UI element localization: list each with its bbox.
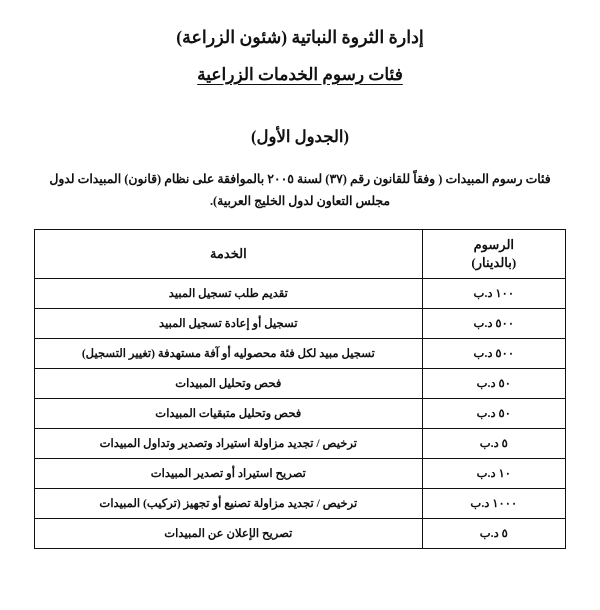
- table-header-row: [35, 229, 566, 278]
- cell-fee: ١٠٠ د.ب: [422, 278, 565, 308]
- column-header-fee: [422, 229, 565, 278]
- cell-fee: ٥٠ د.ب: [422, 398, 565, 428]
- cell-service: تصريح الإعلان عن المبيدات: [35, 518, 423, 548]
- cell-fee: ٥٠٠ د.ب: [422, 338, 565, 368]
- cell-service: تسجيل أو إعادة تسجيل المبيد: [35, 308, 423, 338]
- cell-fee: ٥ د.ب: [422, 428, 565, 458]
- table-row: [35, 428, 566, 458]
- cell-service: تصريح استيراد أو تصدير المبيدات: [35, 458, 423, 488]
- cell-service: ترخيص / تجديد مزاولة استيراد وتصدير وتداول المبيدات: [35, 428, 423, 458]
- page-title: إدارة الثروة النباتية (شئون الزراعة): [176, 27, 424, 47]
- intro-paragraph: فئات رسوم المبيدات ( وفقاً للقانون رقم (٣٧) لسنة ٢٠٠٥ بالموافقة على نظام (قانون) المبيدات لدول مجلس التعاون لدول الخليج العربية).: [49, 172, 551, 208]
- table-label: (الجدول الأول): [251, 126, 349, 146]
- cell-service: فحص وتحليل المبيدات: [35, 368, 423, 398]
- table-header: [35, 229, 566, 278]
- table-row: [35, 278, 566, 308]
- table-row: [35, 518, 566, 548]
- cell-service: تقديم طلب تسجيل المبيد: [35, 278, 423, 308]
- table-row: [35, 488, 566, 518]
- cell-service: تسجيل مبيد لكل فئة محصوليه أو آفة مستهدفة (تغيير التسجيل): [35, 338, 423, 368]
- table-row: [35, 368, 566, 398]
- fees-table: [34, 229, 566, 549]
- column-header-service: الخدمة: [35, 229, 423, 278]
- column-header-fee-unit: (بالدينار): [471, 254, 517, 270]
- column-header-fee-label: الرسوم: [473, 237, 515, 253]
- table-row: [35, 458, 566, 488]
- cell-fee: ١٠ د.ب: [422, 458, 565, 488]
- table-row: [35, 308, 566, 338]
- cell-fee: ٥ د.ب: [422, 518, 565, 548]
- table-row: [35, 338, 566, 368]
- cell-service: ترخيص / تجديد مزاولة تصنيع أو تجهيز (تركيب) المبيدات: [35, 488, 423, 518]
- cell-service: فحص وتحليل متبقيات المبيدات: [35, 398, 423, 428]
- page-subtitle: فئات رسوم الخدمات الزراعية: [197, 64, 403, 84]
- table-body: [35, 278, 566, 548]
- cell-fee: ٥٠ د.ب: [422, 368, 565, 398]
- table-row: [35, 398, 566, 428]
- cell-fee: ١٠٠٠ د.ب: [422, 488, 565, 518]
- cell-fee: ٥٠٠ د.ب: [422, 308, 565, 338]
